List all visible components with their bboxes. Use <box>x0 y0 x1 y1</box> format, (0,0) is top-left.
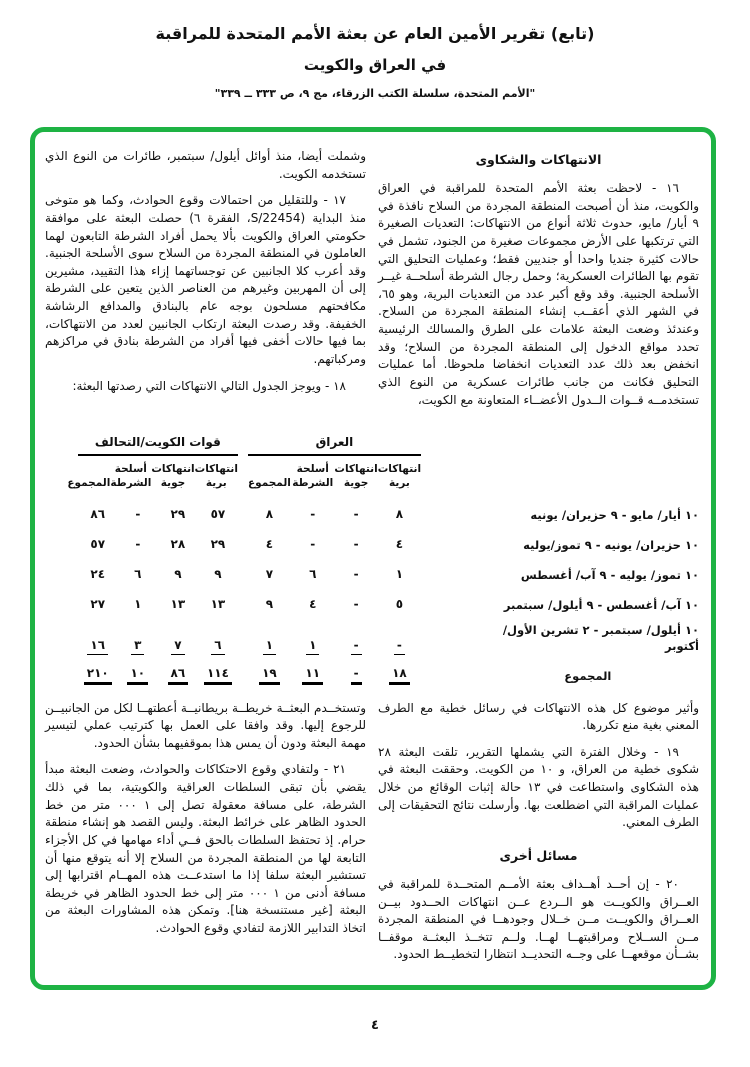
table-row-label: ١٠ حزيران/ يونيه - ٩ تموز/يوليه <box>523 537 699 552</box>
table-row-group-kuwait <box>78 563 238 583</box>
table-cell: ٥ <box>395 597 404 612</box>
table-row-group-kuwait <box>78 503 238 523</box>
table-row <box>45 558 699 588</box>
lower-columns <box>45 700 699 974</box>
table-cell: ٢٤ <box>90 567 106 582</box>
table-cell: ٤ <box>265 537 274 552</box>
table-cell: ١٦ <box>78 634 118 655</box>
table-row-group-kuwait <box>78 533 238 553</box>
lower-right-column <box>378 700 699 974</box>
table-cell: - <box>334 634 377 655</box>
document-header <box>0 0 750 100</box>
table-cell: ١٨ <box>378 662 421 685</box>
table-row <box>45 528 699 558</box>
table-cell: ١ <box>291 634 334 655</box>
table-total-row <box>45 660 699 690</box>
table-cell: ١٣ <box>170 597 186 612</box>
paragraph-21: ٢١ - ولتفادي وقوع الاحتكاكات والحوادث، وضعت البعثة مبدأ يقضي بأن تبقى السلطات العراقية والكويتية، بما في ذلك الشرطة، على مسافة معقولة تصل إلى ١ ٠٠٠ متر من خط الحدود الظاهر على خرائط البعثة. وليس القصد هو إنشاء منطقة حرام. إذ تحتفظ السلطات بالحق فــي أداء مهامها في كل الأجزاء التابعة لها من المنطقة المجردة من السلاح إلا أنه يتوقع منها أن تستشير البعثة سلفا إذا ما استدعــت هذه المهــام اقترابها إلى مسافة أدنى من ١ ٠٠٠ متر إلى خط الحدود الظاهر في خريطة البعثة [غير مستنسخة هنا]. وتمكن هذه المشاورات البعثة من اتخاذ التدابير اللازمة لتفادي وقوع الحوادث. <box>45 762 366 935</box>
table-column-header: انتهاكات برية <box>377 463 422 490</box>
table-cell: - <box>135 537 141 552</box>
table-cell: ٩ <box>174 567 182 582</box>
table-cell: ٢١٠ <box>78 662 118 685</box>
table-cell: ٦ <box>198 634 238 655</box>
table-cell: ١٠ <box>118 662 158 685</box>
paragraph-21a: وتستخــدم البعثــة خريطــة بريطانيــة أعطتهــا لكل من الجانبيــن للرجوع إليها. وقد وافقا على العمل بها كترتيب عملي لتيسير مهمة البعثة ودون أن يمس هذا بموقفيهما بشأن الحدود. <box>45 700 366 750</box>
table-group-title-kuwait: قوات الكويت/التحالف <box>78 435 238 456</box>
table-group-title-row <box>45 430 699 456</box>
paragraph-19: ١٩ - وخلال الفترة التي يشملها التقرير، تلقت البعثة ٢٨ شكوى خطية من العراق، و ١٠ من الكويت. وحققت البعثة في هذه الشكاوى واستطاعت في ١٣ حالة إثبات الوقائع من خلال عمليات المراقبة التي اضطلعت بها. وأرسلت نتائج التحقيقات إلى الطرف المعني. <box>378 744 700 830</box>
table-cell: ٦ <box>309 567 317 582</box>
table-cell: ٨ <box>265 507 274 522</box>
paragraph-16-continuation: وشملت أيضا، منذ أوائل أيلول/ سبتمبر، طائرات من النوع الذي تستخدمه الكويت. <box>45 149 366 181</box>
table-cell: - <box>310 507 316 522</box>
table-column-header: أسلحة الشرطة <box>292 463 334 490</box>
table-cell: - <box>334 662 377 685</box>
table-cell: - <box>135 507 141 522</box>
table-row-group-iraq <box>248 634 421 655</box>
table-total-group-iraq <box>248 662 421 685</box>
table-cell: ٢٩ <box>210 537 226 552</box>
table-cell: ٤ <box>395 537 404 552</box>
table-cell: - <box>353 567 359 582</box>
upper-left-column <box>45 148 366 404</box>
table-cell: ٩ <box>265 597 274 612</box>
lower-left-column <box>45 700 366 947</box>
table-row-group-iraq <box>248 533 421 553</box>
table-cell: - <box>353 537 359 552</box>
other-matters-heading: مسائل أخرى <box>499 847 578 863</box>
table-cell: ١ <box>395 567 404 582</box>
table-cell: ٦ <box>134 567 142 582</box>
table-cell: - <box>310 537 316 552</box>
table-column-header: انتهاكات جوية <box>151 463 195 490</box>
table-cell: ١١ <box>291 662 334 685</box>
table-cell: - <box>353 507 359 522</box>
table-cell: ١ <box>134 597 142 612</box>
table-column-header-row <box>45 456 699 498</box>
page-number: ٤ <box>371 1018 379 1033</box>
table-cell: ٨٦ <box>158 662 198 685</box>
table-total-group-kuwait <box>78 662 238 685</box>
table-total-label: المجموع <box>564 668 612 683</box>
table-row-label: ١٠ أيلول/ سبتمبر - ٢ تشرين الأول/ أكتوبر <box>502 623 699 653</box>
content-frame <box>30 127 716 990</box>
table-cell: ٥٧ <box>210 507 226 522</box>
paragraph-17: ١٧ - وللتقليل من احتمالات وقوع الحوادث، وكما هو متوخى منذ البداية (S/22454، الفقرة ٦) حصلت البعثة على موافقة حكومتي العراق والكويت بألا يحمل أفراد الشرطة التابعون لهما العاملون في المنطقة المجردة من السلاح سوى الأسلحة الجنبية. وقد أعرب كلا الجانبين عن توجساتهما إزاء هذا التقييد، مشيرين إلى أن المهربين وغيرهم من العناصر الذين يتعين على الشرطة مكافحتهم مسلحون بوجه عام بالبنادق والمدافع الرشاشة الخفيفة. وقد رصدت البعثة ارتكاب الجانبين لعدد من الانتهاكات، بما فيها حالات أخفى فيها أفراد من الشرطة بنادق في مراكزهم ومركباتهم. <box>45 193 366 366</box>
table-row-label: ١٠ أيار/ مايو - ٩ حزيران/ يونيه <box>530 507 699 522</box>
table-header-group-iraq <box>248 462 421 490</box>
table-column-header: انتهاكات جوية <box>334 463 378 490</box>
table-row <box>45 588 699 618</box>
table-cell: ٤ <box>309 597 317 612</box>
table-cell: ٧ <box>158 634 198 655</box>
paragraph-18-after-table: وأثير موضوع كل هذه الانتهاكات في رسائل خطية مع الطرف المعني بغية منع تكررها. <box>378 700 699 733</box>
table-cell: ٥٧ <box>90 537 106 552</box>
table-row-label: ١٠ آب/ أغسطس - ٩ أيلول/ سبتمبر <box>503 597 699 612</box>
paragraph-18-intro: ١٨ - ويوجز الجدول التالي الانتهاكات التي رصدتها البعثة: <box>72 378 346 393</box>
table-cell: ٧ <box>265 567 274 582</box>
table-row-label: ١٠ تموز/ يوليه - ٩ آب/ أغسطس <box>520 567 699 582</box>
table-cell: ٣ <box>118 634 158 655</box>
table-group-title-iraq: العراق <box>248 435 421 456</box>
table-cell: ١ <box>248 634 291 655</box>
table-cell: ١٩ <box>248 662 291 685</box>
table-cell: ١٣ <box>210 597 226 612</box>
table-cell: - <box>353 597 359 612</box>
violations-table <box>45 430 699 689</box>
table-row <box>45 498 699 528</box>
page-title: (تابع) تقرير الأمين العام عن بعثة الأمم المتحدة للمراقبة <box>155 24 595 43</box>
table-row-group-iraq <box>248 503 421 523</box>
source-note: "الأمم المتحدة، سلسلة الكتب الزرقاء، مج ٩، ص ٣٣٣ ــ ٣٣٩" <box>214 87 536 100</box>
table-row-group-kuwait <box>78 593 238 613</box>
upper-right-column <box>378 148 699 418</box>
table-cell: ٢٩ <box>170 507 186 522</box>
table-cell: ٨٦ <box>90 507 106 522</box>
table-cell: ٨ <box>395 507 404 522</box>
table-header-group-kuwait <box>67 462 238 490</box>
table-cell: ١١٤ <box>198 662 238 685</box>
table-cell: ٩ <box>214 567 222 582</box>
table-column-header: أسلحة الشرطة <box>110 463 152 490</box>
table-cell: - <box>378 634 421 655</box>
paragraph-16: ١٦ - لاحظت بعثة الأمم المتحدة للمراقبة في العراق والكويت، منذ أن أصبحت المنطقة المجردة من السلاح نافذة في ٩ أيار/ مايو، حدوث ثلاثة أنواع من الانتهاكات: التعديات الصغيرة التي ترتكبها على الأرض مجموعات صغيرة من الجنود، تشمل في حالات كثيرة جنديا واحدا أو جنديين فقط؛ وعمليات التحليق التي تقوم بها الطائرات العسكرية؛ وحمل رجال الشرطة أسلحــة غيــر الأسلحة الجنبية. وقد وقع أكبر عدد من التعديات البرية، وهو ٦٥، في الشهر الذي أعقــب إنشاء المنطقة المجردة من السلاح. وعندئذ وضعت البعثة علامات على الطرق والمسالك الرئيسية تحدد مواقع الدخول إلى المنطقة المجردة من السلاح؛ وقد انخفض بعد ذلك عدد التعديات انخفاضا ملحوظا. أما عمليات التحليق فكانت من جانب طائرات عسكرية من النوع الذي تستخدمــه قــوات الــدول الأعضــاء المتعاونة مع الكويت، <box>378 181 699 407</box>
table-cell: ٢٨ <box>170 537 186 552</box>
table-row-group-iraq <box>248 563 421 583</box>
table-column-header: المجموع <box>247 477 291 490</box>
table-column-header: المجموع <box>67 477 111 490</box>
table-row-group-iraq <box>248 593 421 613</box>
table-cell: ٢٧ <box>90 597 106 612</box>
upper-columns <box>45 148 699 418</box>
violations-section-heading: الانتهاكات والشكاوى <box>475 152 602 167</box>
table-column-header: انتهاكات برية <box>194 463 238 490</box>
page-subtitle: في العراق والكويت <box>303 56 447 74</box>
table-row-group-kuwait <box>78 634 238 655</box>
table-row <box>45 618 699 659</box>
paragraph-20: ٢٠ - إن أحــد أهــداف بعثة الأمــم المتحــدة للمراقبة في العــراق والكويــت هو الــردع عــن انتهاكات الحــدود بيــن العــراق والكويــت مــن خــلال وجودهــا في المنطقة المجردة مــن الســلاح ومراقبتهــا لهــا. ولــم تتخــذ البعثــة موقفــا بشــأن موقعهــا على وجــه التحديــد انتظارا لتخطيــط الحدود. <box>378 876 699 962</box>
